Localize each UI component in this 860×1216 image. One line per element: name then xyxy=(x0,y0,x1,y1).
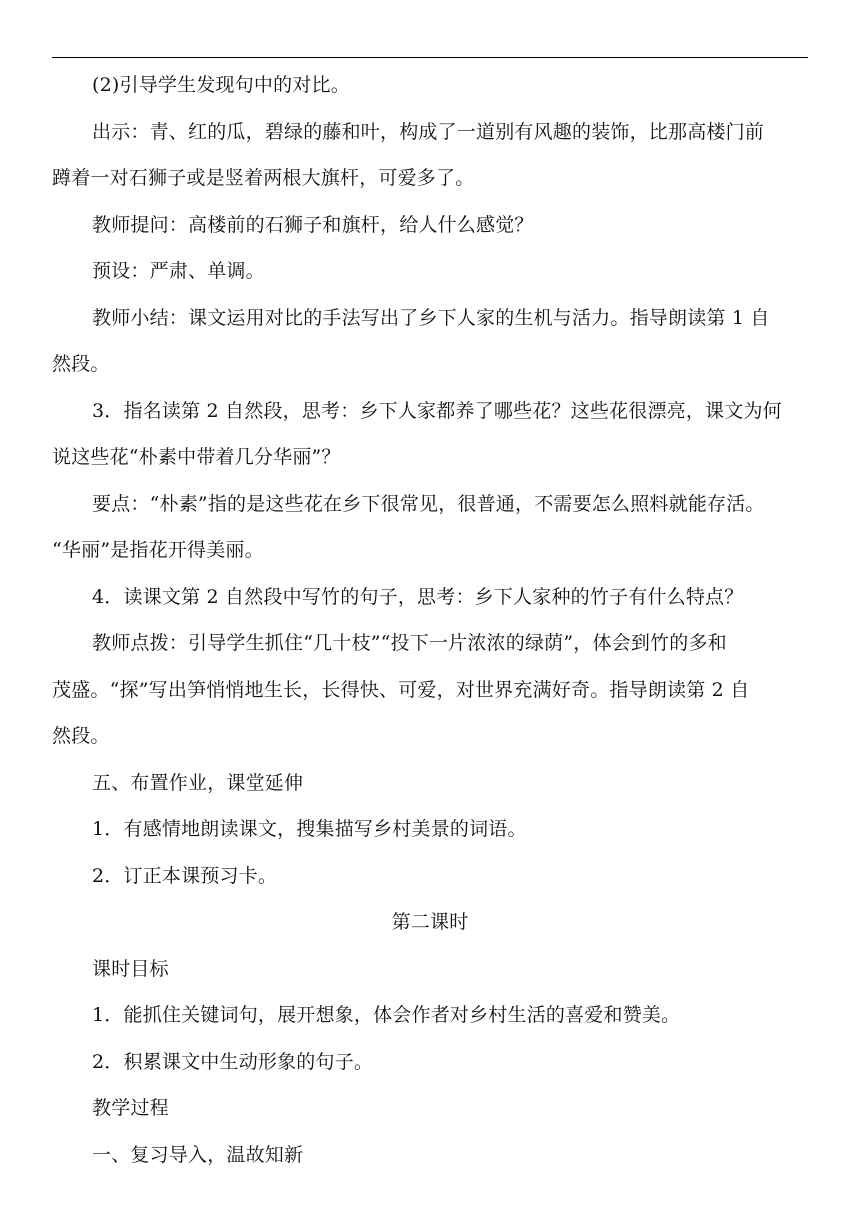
text-line: 预设：严肃、单调。 xyxy=(92,260,265,282)
text-line: 说这些花“朴素中带着几分华丽”？ xyxy=(52,446,341,468)
text-line: 2．积累课文中生动形象的句子。 xyxy=(92,1050,374,1073)
text-line: 要点：“朴素”指的是这些花在乡下很常见，很普通，不需要怎么照料就能存活。 xyxy=(92,492,765,515)
header-rule xyxy=(52,57,808,58)
text-line: 教师点拨：引导学生抓住“几十枝”“投下一片浓浓的绿荫”，体会到竹的多和 xyxy=(92,632,727,654)
text-line: 3．指名读第 2 自然段，思考：乡下人家都养了哪些花？这些花很漂亮，课文为何 xyxy=(92,399,782,422)
section-heading: 课时目标 xyxy=(92,957,169,980)
text-line: 出示：青、红的瓜，碧绿的藤和叶，构成了一道别有风趣的装饰，比那高楼门前 xyxy=(92,120,765,143)
lesson-title: 第二课时 xyxy=(391,911,469,933)
text-line: 教师提问：高楼前的石狮子和旗杆，给人什么感觉？ xyxy=(92,213,534,236)
text-line: 4．读课文第 2 自然段中写竹的句子，思考：乡下人家种的竹子有什么特点？ xyxy=(92,585,744,608)
text-line: “华丽”是指花开得美丽。 xyxy=(52,539,264,561)
section-heading: 一、复习导入，温故知新 xyxy=(92,1143,304,1166)
text-line: 茂盛。“探”写出笋悄悄地生长，长得快、可爱，对世界充满好奇。指导朗读第 2 自 xyxy=(52,678,750,701)
text-line: 然段。 xyxy=(52,725,110,747)
text-line: 然段。 xyxy=(52,353,110,375)
document-body xyxy=(52,62,808,1178)
text-line: 蹲着一对石狮子或是竖着两根大旗杆，可爱多了。 xyxy=(52,167,475,189)
section-heading: 教学过程 xyxy=(92,1097,169,1119)
text-line: 1．有感情地朗读课文，搜集描写乡村美景的词语。 xyxy=(92,818,527,840)
text-line: 1．能抓住关键词句，展开想象，体会作者对乡村生活的喜爱和赞美。 xyxy=(92,1004,681,1026)
text-line: (2)引导学生发现句中的对比。 xyxy=(92,74,350,96)
text-line: 2．订正本课预习卡。 xyxy=(92,864,278,887)
section-heading: 五、布置作业，课堂延伸 xyxy=(92,771,304,794)
text-line: 教师小结：课文运用对比的手法写出了乡下人家的生机与活力。指导朗读第 1 自 xyxy=(92,306,770,329)
